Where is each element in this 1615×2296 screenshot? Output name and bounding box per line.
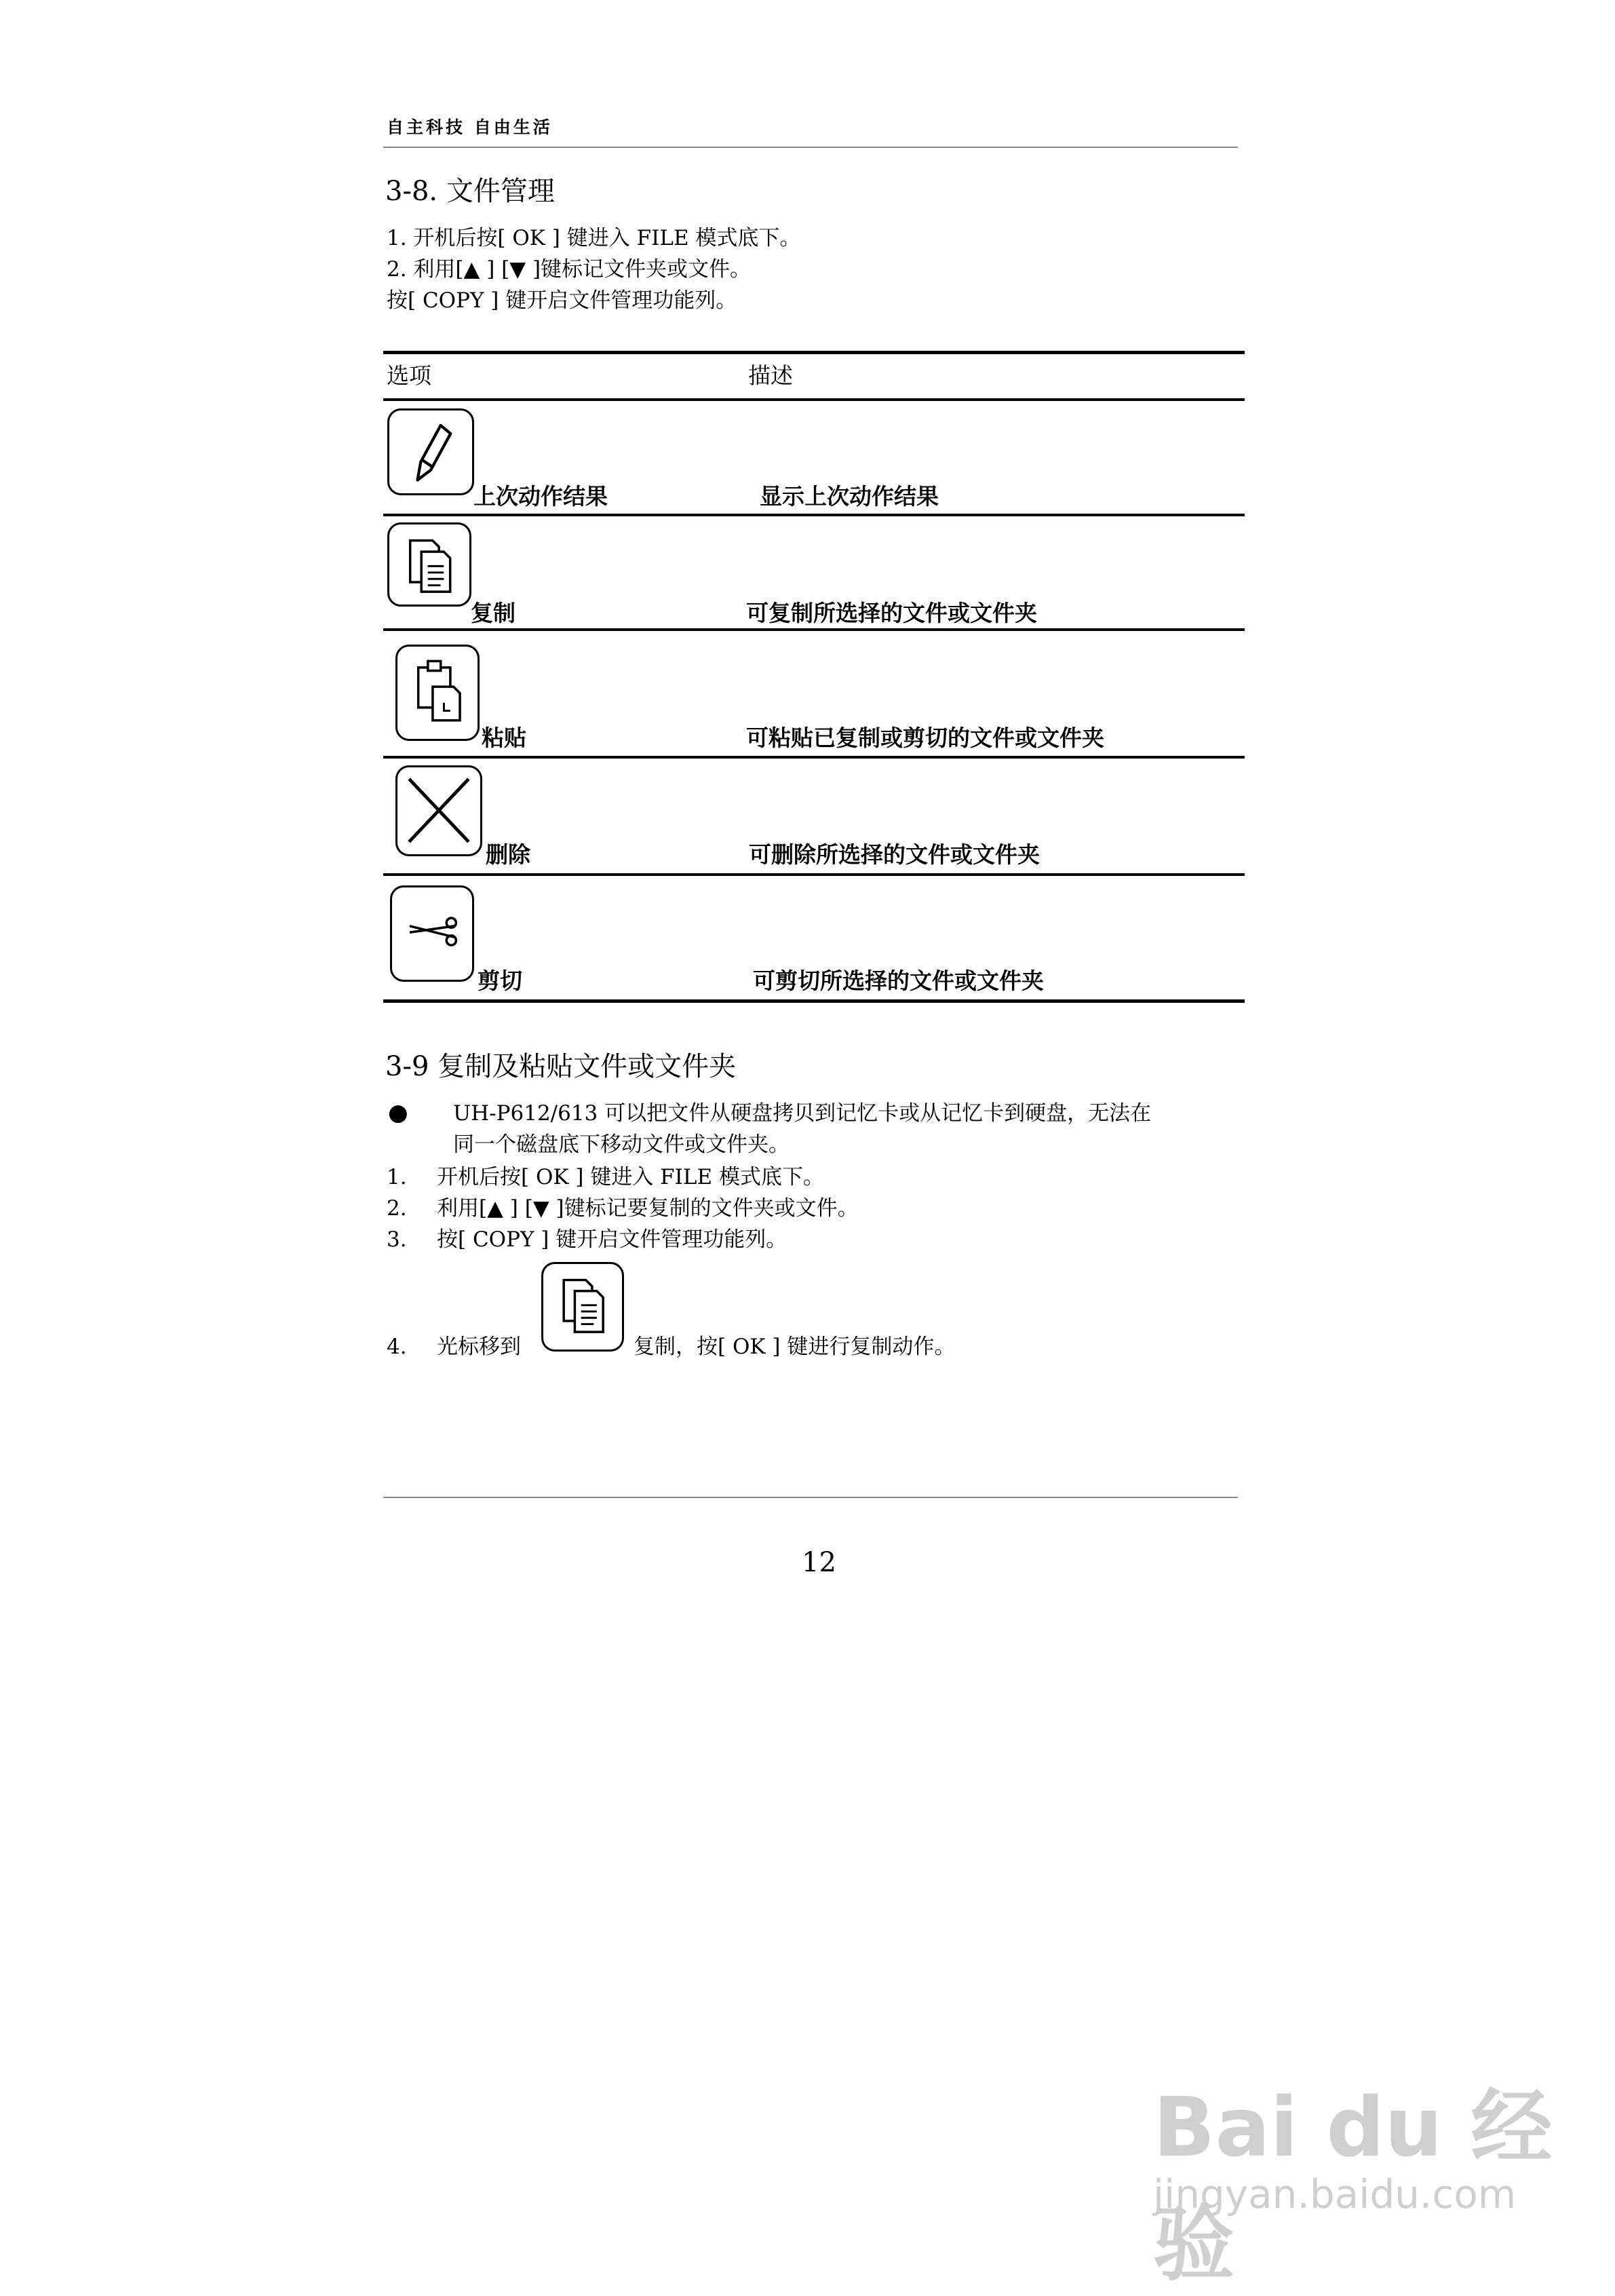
- running-header: 自主科技 自由生活: [387, 117, 553, 137]
- row-divider: [383, 756, 1245, 759]
- bullet-text-line-1: UH-P612/613 可以把文件从硬盘拷贝到记忆卡或从记忆卡到硬盘，无法在: [453, 1101, 1152, 1126]
- row-divider: [383, 873, 1245, 876]
- step-text-after-icon: 复制，按[ OK ] 键进行复制动作。: [634, 1335, 956, 1359]
- step-2: 2. 利用[▲ ] [▼ ]键标记文件夹或文件。: [387, 257, 752, 282]
- table-bottom-rule: [383, 999, 1245, 1003]
- step-number: 3.: [387, 1227, 407, 1252]
- watermark-url: jingyan.baidu.com: [1153, 2171, 1517, 2217]
- section-title-3-8: 3-8. 文件管理: [385, 176, 555, 207]
- pen-icon: [387, 408, 474, 495]
- column-header-option: 选项: [387, 362, 431, 389]
- copy-icon: [387, 522, 471, 607]
- row-label: 删除: [486, 841, 530, 868]
- footer-rule: [383, 1497, 1238, 1498]
- row-description: 可剪切所选择的文件或文件夹: [753, 968, 1044, 994]
- step-text-before-icon: 光标移到: [437, 1335, 521, 1359]
- bullet-dot-icon: ●: [388, 1099, 408, 1126]
- step-text: 开机后按[ OK ] 键进入 FILE 模式底下。: [437, 1165, 825, 1189]
- step-number: 4.: [387, 1335, 407, 1359]
- page-number: 12: [802, 1547, 836, 1578]
- step-number: 1.: [387, 1165, 407, 1189]
- step-1: 1. 开机后按[ OK ] 键进入 FILE 模式底下。: [387, 226, 801, 250]
- row-divider: [383, 628, 1245, 631]
- step-text: 按[ COPY ] 键开启文件管理功能列。: [437, 1227, 787, 1252]
- section-title-3-9: 3-9 复制及粘贴文件或文件夹: [385, 1051, 737, 1082]
- row-label: 剪切: [478, 968, 522, 994]
- paste-icon: [395, 645, 480, 741]
- row-label: 复制: [471, 600, 515, 626]
- row-description: 可删除所选择的文件或文件夹: [749, 841, 1040, 868]
- bullet-text-line-2: 同一个磁盘底下移动文件或文件夹。: [453, 1132, 790, 1157]
- column-header-description: 描述: [748, 362, 793, 389]
- delete-icon: [395, 765, 482, 856]
- step-3: 按[ COPY ] 键开启文件管理功能列。: [387, 288, 737, 313]
- row-description: 显示上次动作结果: [760, 483, 939, 510]
- step-text: 利用[▲ ] [▼ ]键标记要复制的文件夹或文件。: [437, 1196, 859, 1221]
- row-divider: [383, 514, 1245, 516]
- copy-icon: [541, 1262, 624, 1352]
- row-label: 粘贴: [482, 725, 526, 751]
- cut-icon: [390, 885, 474, 982]
- table-header-rule: [383, 398, 1245, 401]
- row-label: 上次动作结果: [473, 483, 608, 510]
- header-rule: [383, 147, 1238, 148]
- row-description: 可复制所选择的文件或文件夹: [746, 600, 1037, 626]
- row-description: 可粘贴已复制或剪切的文件或文件夹: [746, 725, 1104, 751]
- watermark-logo: Bai du 经验: [1153, 2081, 1553, 2292]
- step-number: 2.: [387, 1196, 407, 1221]
- table-top-rule: [383, 351, 1245, 354]
